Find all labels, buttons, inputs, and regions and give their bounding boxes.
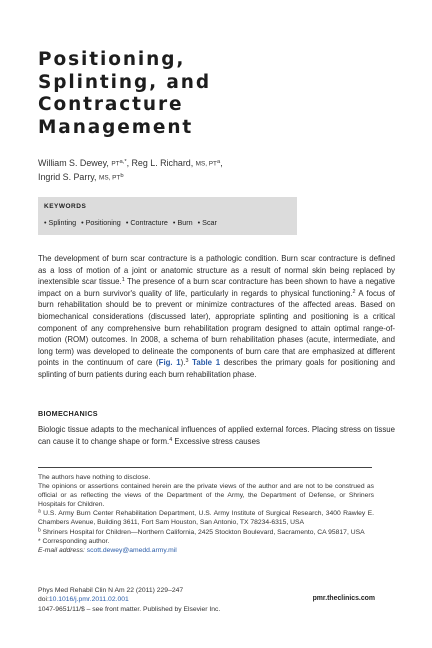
figure-1-link[interactable]: Fig. 1 xyxy=(158,358,181,368)
affiliation-b-text: Shriners Hospital for Children—Northern California, 2425 Stockton Boulevard, Sacramento, CA 95817, USA xyxy=(40,528,365,536)
title-line-2: Splinting, and xyxy=(38,71,211,93)
bullet-icon: • xyxy=(172,218,176,227)
keyword-item: Splinting xyxy=(48,218,77,227)
author-2-affiliation: a xyxy=(216,158,221,165)
author-2-name: , Reg L. Richard, xyxy=(126,158,194,168)
affiliation-a-text: U.S. Army Burn Center Rehabilitation Department, U.S. Army Institute of Surgical Research, 3400 Rawley E. Chambers Avenue, Building 3611, Fort Sam Houston, San Antonio, TX 78234-6315, USA xyxy=(38,510,374,527)
keyword-item: Scar xyxy=(202,218,217,227)
doi-label: doi: xyxy=(38,596,49,604)
author-line-1 xyxy=(38,157,398,171)
intro-paragraph xyxy=(38,253,395,381)
title-line-3: Contracture xyxy=(38,94,184,116)
intro-text: The development of burn scar contracture is a pathologic condition. Burn scar contracture is defined as a loss of motion of a joint or anatomic structure as a result of normal skin being replaced by inextensible scar tissue. xyxy=(38,254,395,287)
corresponding-author-note: * Corresponding author. xyxy=(38,537,110,545)
keywords-box xyxy=(38,197,297,235)
reference-1[interactable]: 1 xyxy=(121,277,125,284)
keyword-item: Burn xyxy=(177,218,193,227)
biomechanics-text: Excessive stress causes xyxy=(172,436,260,446)
keyword-item: Positioning xyxy=(85,218,121,227)
footnotes xyxy=(38,473,374,555)
intro-text: The presence of a burn scar contracture has been shown to have a negative impact on a burn survivor's quality of life, particularly in regards to physical functioning. xyxy=(38,277,395,298)
table-1-link[interactable]: Table 1 xyxy=(192,358,221,368)
bullet-icon: • xyxy=(44,218,47,227)
author-1-credentials: PT xyxy=(111,160,120,168)
keywords-list xyxy=(44,218,220,227)
bullet-icon: • xyxy=(81,218,84,227)
author-line-2 xyxy=(38,171,398,185)
disclaimer-note: The opinions or assertions contained herein are the private views of the author and are not to be construed as official or as reflecting the views of the Department of the Army, the Department of Defense, or Shriners Hospitals for Children. xyxy=(38,483,374,509)
keyword-item: Contracture xyxy=(130,218,168,227)
affiliation-a-mark: a xyxy=(38,508,41,515)
bullet-icon: • xyxy=(125,218,129,227)
author-2-credentials: MS, PT xyxy=(195,160,217,168)
email-label: E-mail address: xyxy=(38,546,87,554)
author-3-name: Ingrid S. Parry, xyxy=(38,171,97,182)
doi-link[interactable]: 10.1016/j.pmr.2011.02.001 xyxy=(48,596,129,604)
affiliation-b-mark: b xyxy=(38,527,41,534)
author-2-separator: , xyxy=(220,158,223,168)
author-list xyxy=(38,157,398,184)
author-1-affiliation: a, xyxy=(119,158,125,165)
title-line-1: Positioning, xyxy=(38,49,186,70)
email-line xyxy=(38,546,374,555)
affiliation-b xyxy=(38,528,374,537)
bullet-icon: • xyxy=(197,218,201,227)
section-heading-biomechanics: BIOMECHANICS xyxy=(38,409,98,418)
title-line-4: Management xyxy=(38,116,194,138)
author-1-corresponding-mark: * xyxy=(124,158,127,165)
issn-line: 1047-9651/11/$ – see front matter. Published by Elsevier Inc. xyxy=(38,605,221,613)
keywords-heading: KEYWORDS xyxy=(44,203,87,210)
article-title xyxy=(38,49,398,139)
biomechanics-paragraph xyxy=(38,424,395,447)
disclosure-note: The authors have nothing to disclose. xyxy=(38,474,151,481)
intro-text: A focus of burn rehabilitation should be to prevent or minimize contractures of the affected areas. Based on biomechanical considerations (discussed later), appropriate splinting and positioning is a critical component of any comprehensive burn rehabilitation program designed to attain optimal range-of-motion (ROM) outcomes. In 2008, a schema of burn rehabilitation phases (acute, intermediate, and long term) was developed to delineate the components of burn care that are emphasized at different points in the continuum of care ( xyxy=(38,288,395,368)
intro-text: describes the primary goals for positioning and splinting of burn patients during each burn rehabilitation phase. xyxy=(38,358,395,379)
reference-3[interactable]: 3 xyxy=(185,358,189,365)
biomechanics-text: Biologic tissue adapts to the mechanical influences of applied external forces. Placing stress on tissue can cause it to change shape or form. xyxy=(38,425,395,446)
reference-2[interactable]: 2 xyxy=(352,288,356,295)
reference-4[interactable]: 4 xyxy=(169,436,173,443)
author-1-name: William S. Dewey, xyxy=(38,158,109,168)
footnote-divider xyxy=(38,467,372,468)
author-3-affiliation: b xyxy=(120,172,124,179)
author-3-credentials: MS, PT xyxy=(99,174,121,182)
email-link[interactable]: scott.dewey@amedd.army.mil xyxy=(86,546,177,554)
journal-citation: Phys Med Rehabil Clin N Am 22 (2011) 229–247 xyxy=(38,587,184,594)
journal-website[interactable]: pmr.theclinics.com xyxy=(312,595,375,602)
affiliation-a xyxy=(38,509,374,527)
intro-text: ). xyxy=(180,358,186,368)
